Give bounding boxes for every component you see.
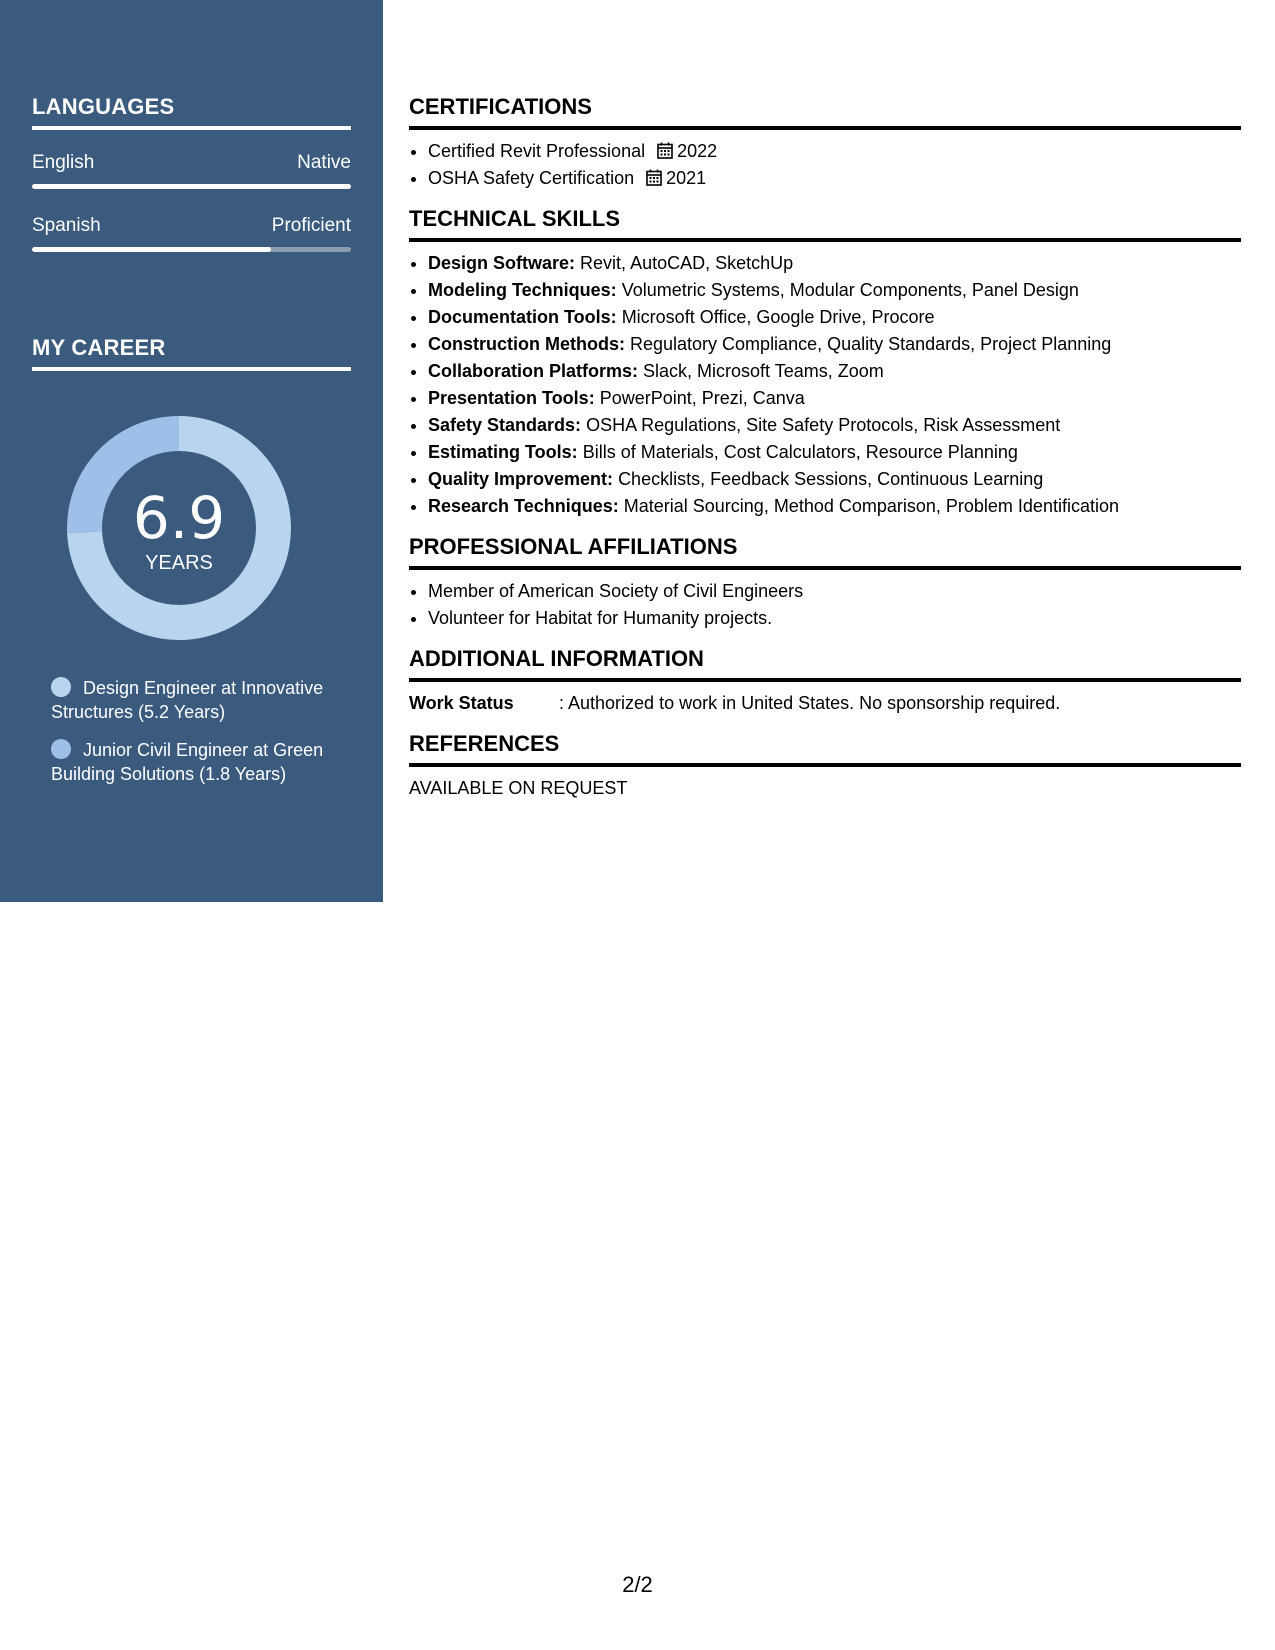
skill-label: Construction Methods: — [428, 334, 625, 354]
skill-item — [428, 358, 1241, 385]
language-level: Proficient — [271, 215, 351, 236]
certifications-section — [409, 94, 1241, 192]
affiliation-item: • Volunteer for Habitat for Humanity projects. — [428, 605, 1241, 632]
language-level: Native — [297, 152, 351, 173]
skill-value: Bills of Materials, Cost Calculators, Resource Planning — [582, 442, 1018, 462]
skill-value: Volumetric Systems, Modular Components, Panel Design — [621, 280, 1079, 300]
calendar-icon — [657, 142, 673, 159]
additional-info-heading: ADDITIONAL INFORMATION — [409, 646, 1241, 682]
language-item — [32, 215, 351, 252]
skill-item — [428, 439, 1241, 466]
career-donut-chart — [67, 416, 291, 640]
skill-value: Slack, Microsoft Teams, Zoom — [643, 361, 884, 381]
career-section — [32, 335, 351, 371]
skill-value: Regulatory Compliance, Quality Standards, Project Planning — [630, 334, 1112, 354]
language-proficiency-fill — [32, 184, 351, 189]
skill-item — [428, 331, 1241, 358]
language-proficiency-bar — [32, 247, 351, 252]
skill-label: Presentation Tools: — [428, 388, 595, 408]
skill-label: Estimating Tools: — [428, 442, 578, 462]
skill-value: Microsoft Office, Google Drive, Procore — [621, 307, 935, 327]
skill-item — [428, 304, 1241, 331]
languages-heading: LANGUAGES — [32, 94, 351, 130]
skill-item — [428, 385, 1241, 412]
skill-value: Checklists, Feedback Sessions, Continuous Learning — [618, 469, 1044, 489]
certification-item — [428, 138, 1241, 165]
career-total-unit: YEARS — [145, 552, 213, 574]
certification-name: OSHA Safety Certification — [428, 168, 635, 188]
page-number: 2/2 — [622, 1572, 653, 1597]
affiliations-section — [409, 534, 1241, 632]
affiliations-heading: PROFESSIONAL AFFILIATIONS — [409, 534, 1241, 570]
career-total-value: 6.9 — [132, 484, 226, 552]
skill-item — [428, 466, 1241, 493]
certification-item — [428, 165, 1241, 192]
language-proficiency-fill — [32, 247, 271, 252]
work-status-value: : Authorized to work in United States. No sponsorship required. — [559, 693, 1061, 713]
calendar-icon — [646, 169, 662, 186]
certification-name: Certified Revit Professional — [428, 141, 646, 161]
languages-section — [32, 94, 351, 252]
technical-skills-heading: TECHNICAL SKILLS — [409, 206, 1241, 242]
references-heading: REFERENCES — [409, 731, 1241, 767]
skill-label: Documentation Tools: — [428, 307, 617, 327]
certification-year: 2021 — [666, 168, 707, 188]
skill-item — [428, 412, 1241, 439]
technical-skills-section — [409, 206, 1241, 520]
language-name: English — [32, 152, 95, 173]
certifications-heading: CERTIFICATIONS — [409, 94, 1241, 130]
skill-item — [428, 250, 1241, 277]
skill-label: Modeling Techniques: — [428, 280, 617, 300]
skill-value: Material Sourcing, Method Comparison, Problem Identification — [623, 496, 1119, 516]
career-item-label: Junior Civil Engineer at Green Building Solutions (1.8 Years) — [51, 740, 324, 784]
career-item-label: Design Engineer at Innovative Structures (5.2 Years) — [51, 678, 324, 722]
skill-label: Safety Standards: — [428, 415, 582, 435]
skill-label: Collaboration Platforms: — [428, 361, 639, 381]
references-text: AVAILABLE ON REQUEST — [409, 778, 628, 798]
language-name: Spanish — [32, 215, 101, 236]
main-content — [409, 94, 1241, 816]
skill-item — [428, 493, 1241, 520]
career-item — [51, 738, 341, 786]
language-item — [32, 152, 351, 189]
certifications-list — [409, 138, 1241, 192]
career-dot — [51, 677, 71, 697]
affiliations-list — [409, 578, 1241, 632]
skill-label: Quality Improvement: — [428, 469, 614, 489]
language-proficiency-bar — [32, 184, 351, 189]
references-section — [409, 731, 1241, 802]
technical-skills-list — [409, 250, 1241, 520]
skill-label: Design Software: — [428, 253, 576, 273]
certification-year: 2022 — [677, 141, 718, 161]
skill-value: OSHA Regulations, Site Safety Protocols, Risk Assessment — [586, 415, 1061, 435]
work-status-label: Work Status — [409, 693, 514, 713]
skill-item — [428, 277, 1241, 304]
work-status-row — [409, 690, 1241, 717]
career-legend — [51, 676, 341, 800]
sidebar — [0, 0, 383, 902]
career-item — [51, 676, 341, 724]
career-dot — [51, 739, 71, 759]
additional-info-section — [409, 646, 1241, 717]
skill-label: Research Techniques: — [428, 496, 619, 516]
skill-value: PowerPoint, Prezi, Canva — [599, 388, 805, 408]
affiliation-item: • Member of American Society of Civil Engineers — [428, 578, 1241, 605]
skill-value: Revit, AutoCAD, SketchUp — [580, 253, 794, 273]
career-heading: MY CAREER — [32, 335, 351, 371]
